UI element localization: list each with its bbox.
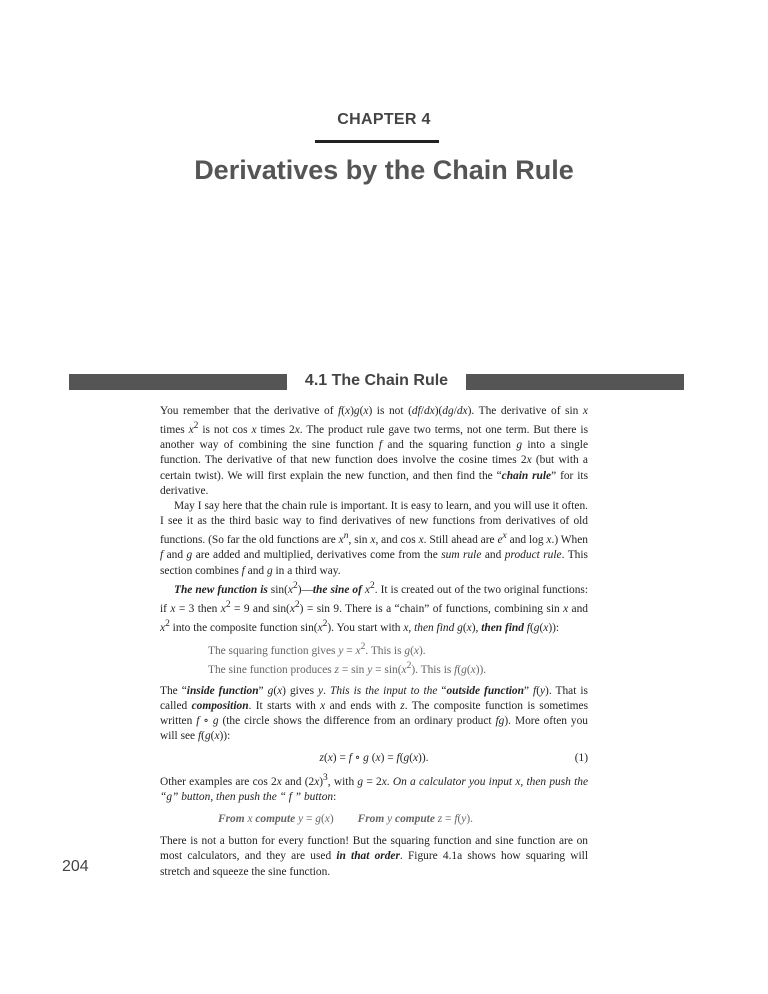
- paragraph-6: There is not a button for every function! But the squaring function and sine function are on most calculators, and they are used in that order. Figure 4.1a shows how squaring will stretch and squeeze the sine function.: [160, 835, 588, 878]
- section-heading: 4.1 The Chain Rule: [304, 372, 449, 389]
- equation-number: (1): [574, 751, 588, 764]
- paragraph-5: Other examples are cos 2x and $(2x)^3$, with g = 2x. On a calculator you input x, then push the “g” button, then push the “ f ” button:: [160, 772, 589, 803]
- squaring-step: The squaring function gives $y = x^2$. This is g(x).: [208, 641, 426, 657]
- page-number: 204: [62, 858, 89, 875]
- paragraph-4: The “inside function” g(x) gives y. This is the input to the “outside function” f(y). That is called composition. It starts with x and ends with z. The composite function is sometimes written f ∘ g (the circle shows the difference from an ordinary product fg). More often you will see f(g(x)):: [160, 684, 589, 743]
- compute-steps: [218, 812, 588, 827]
- sine-step: The sine function produces $z = \sin y = \sin(x^2)$. This is f(g(x)).: [208, 660, 487, 676]
- section-bar-right: [466, 374, 684, 390]
- paragraph-2: May I say here that the chain rule is important. It is easy to learn, and you will use it often. I see it as the third basic way to find derivatives of new functions from derivatives of old functions. (So far the old functions are $x^n$, sin x, and cos x. Still ahead are $e^x$ and log x.) When f and g are added and multiplied, derivatives come from the sum rule and product rule. This section combines f and g in a third way.: [160, 500, 588, 577]
- compute-y: From x compute y = g(x): [218, 813, 334, 826]
- paragraph-1: You remember that the derivative of f(x)g(x) is not (df/dx)(dg/dx). The derivative of sin x times $x^2$ is not cos x times 2x. The product rule gave two terms, not one term. But there is another way of combining the sine function f and the squaring function g into a single function. The derivative of that new function does involve the cosine times 2x (but with a certain twist). We will first explain the new function, and then find the “chain rule” for its derivative.: [160, 405, 589, 497]
- compute-z: From y compute z = f(y).: [357, 813, 474, 826]
- section-bar-left: [69, 374, 287, 390]
- paragraph-3: The new function is $\sin(x^2)—the$ sine of $x^2$. It is created out of the two original functions: if x = 3 then $x^2 = 9$ and $\sin(x^2) = \sin 9$. There is a “chain” of functions, combining sin x and $x^2$ into the composite function $\sin(x^2)$. You start with x, then find g(x), then find f(g(x)):: [160, 580, 589, 634]
- chapter-label: CHAPTER 4: [337, 111, 431, 128]
- chapter-rule: [315, 140, 439, 143]
- chapter-title: Derivatives by the Chain Rule: [194, 155, 574, 185]
- composition-steps: [208, 640, 588, 678]
- equation-1: z(x) = f ∘ g (x) = f(g(x)). (1): [160, 751, 588, 766]
- section-body: [160, 404, 588, 880]
